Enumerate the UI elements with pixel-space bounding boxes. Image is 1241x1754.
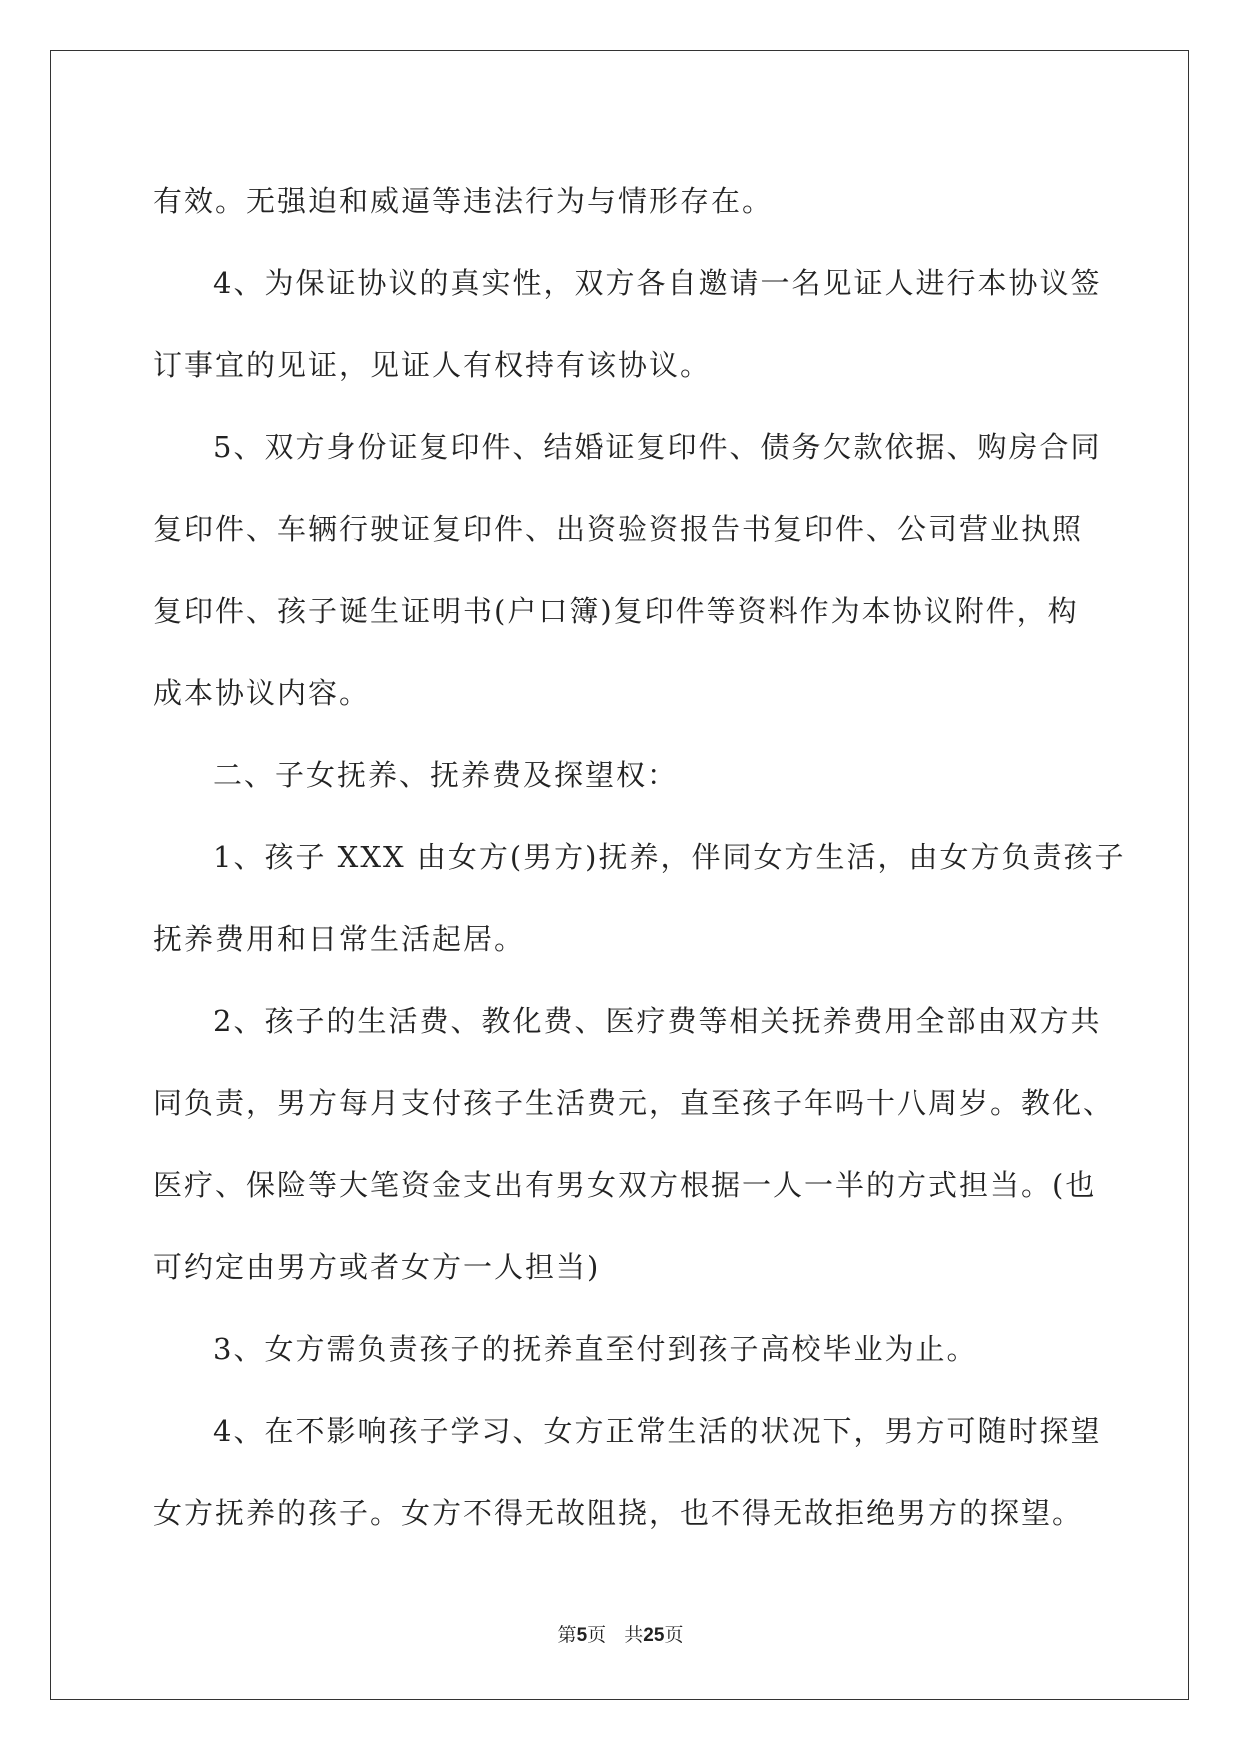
page-number: 5: [576, 1625, 588, 1646]
text-line: 订事宜的见证，见证人有权持有该协议。: [153, 348, 712, 382]
page-footer: [0, 1620, 1241, 1647]
text-line: 医疗、保险等大笔资金支出有男女双方根据一人一半的方式担当。(也: [153, 1168, 1097, 1202]
text-line: 2、孩子的生活费、教化费、医疗费等相关抚养费用全部由双方共: [213, 1004, 1102, 1038]
text-line: 抚养费用和日常生活起居。: [153, 922, 526, 956]
text-line: 1、孩子 XXX 由女方(男方)抚养，伴同女方生活，由女方负责孩子: [213, 840, 1126, 874]
page-suffix: 页: [587, 1624, 607, 1646]
text-line: 成本协议内容。: [153, 676, 371, 710]
text-line: 3、女方需负责孩子的抚养直至付到孩子高校毕业为止。: [213, 1332, 978, 1366]
document-body: [153, 160, 1126, 1554]
text-line: 5、双方身份证复印件、结婚证复印件、债务欠款依据、购房合同: [213, 430, 1102, 464]
text-line: 同负责，男方每月支付孩子生活费元，直至孩子年吗十八周岁。教化、: [153, 1086, 1115, 1120]
page-prefix: 第: [557, 1624, 577, 1646]
section-heading: 二、子女抚养、抚养费及探望权：: [213, 758, 679, 792]
text-line: 复印件、车辆行驶证复印件、出资验资报告书复印件、公司营业执照: [153, 512, 1084, 546]
text-line: 可约定由男方或者女方一人担当): [153, 1250, 601, 1284]
total-suffix: 页: [664, 1624, 684, 1646]
total-pages: 25: [643, 1625, 665, 1646]
total-prefix: 共: [624, 1624, 644, 1646]
text-line: 女方抚养的孩子。女方不得无故阻挠，也不得无故拒绝男方的探望。: [153, 1496, 1084, 1530]
text-line: 有效。无强迫和威逼等违法行为与情形存在。: [153, 184, 774, 218]
text-line: 4、为保证协议的真实性，双方各自邀请一名见证人进行本协议签: [213, 266, 1102, 300]
text-line: 复印件、孩子诞生证明书(户口簿)复印件等资料作为本协议附件，构: [153, 594, 1079, 628]
text-line: 4、在不影响孩子学习、女方正常生活的状况下，男方可随时探望: [213, 1414, 1102, 1448]
